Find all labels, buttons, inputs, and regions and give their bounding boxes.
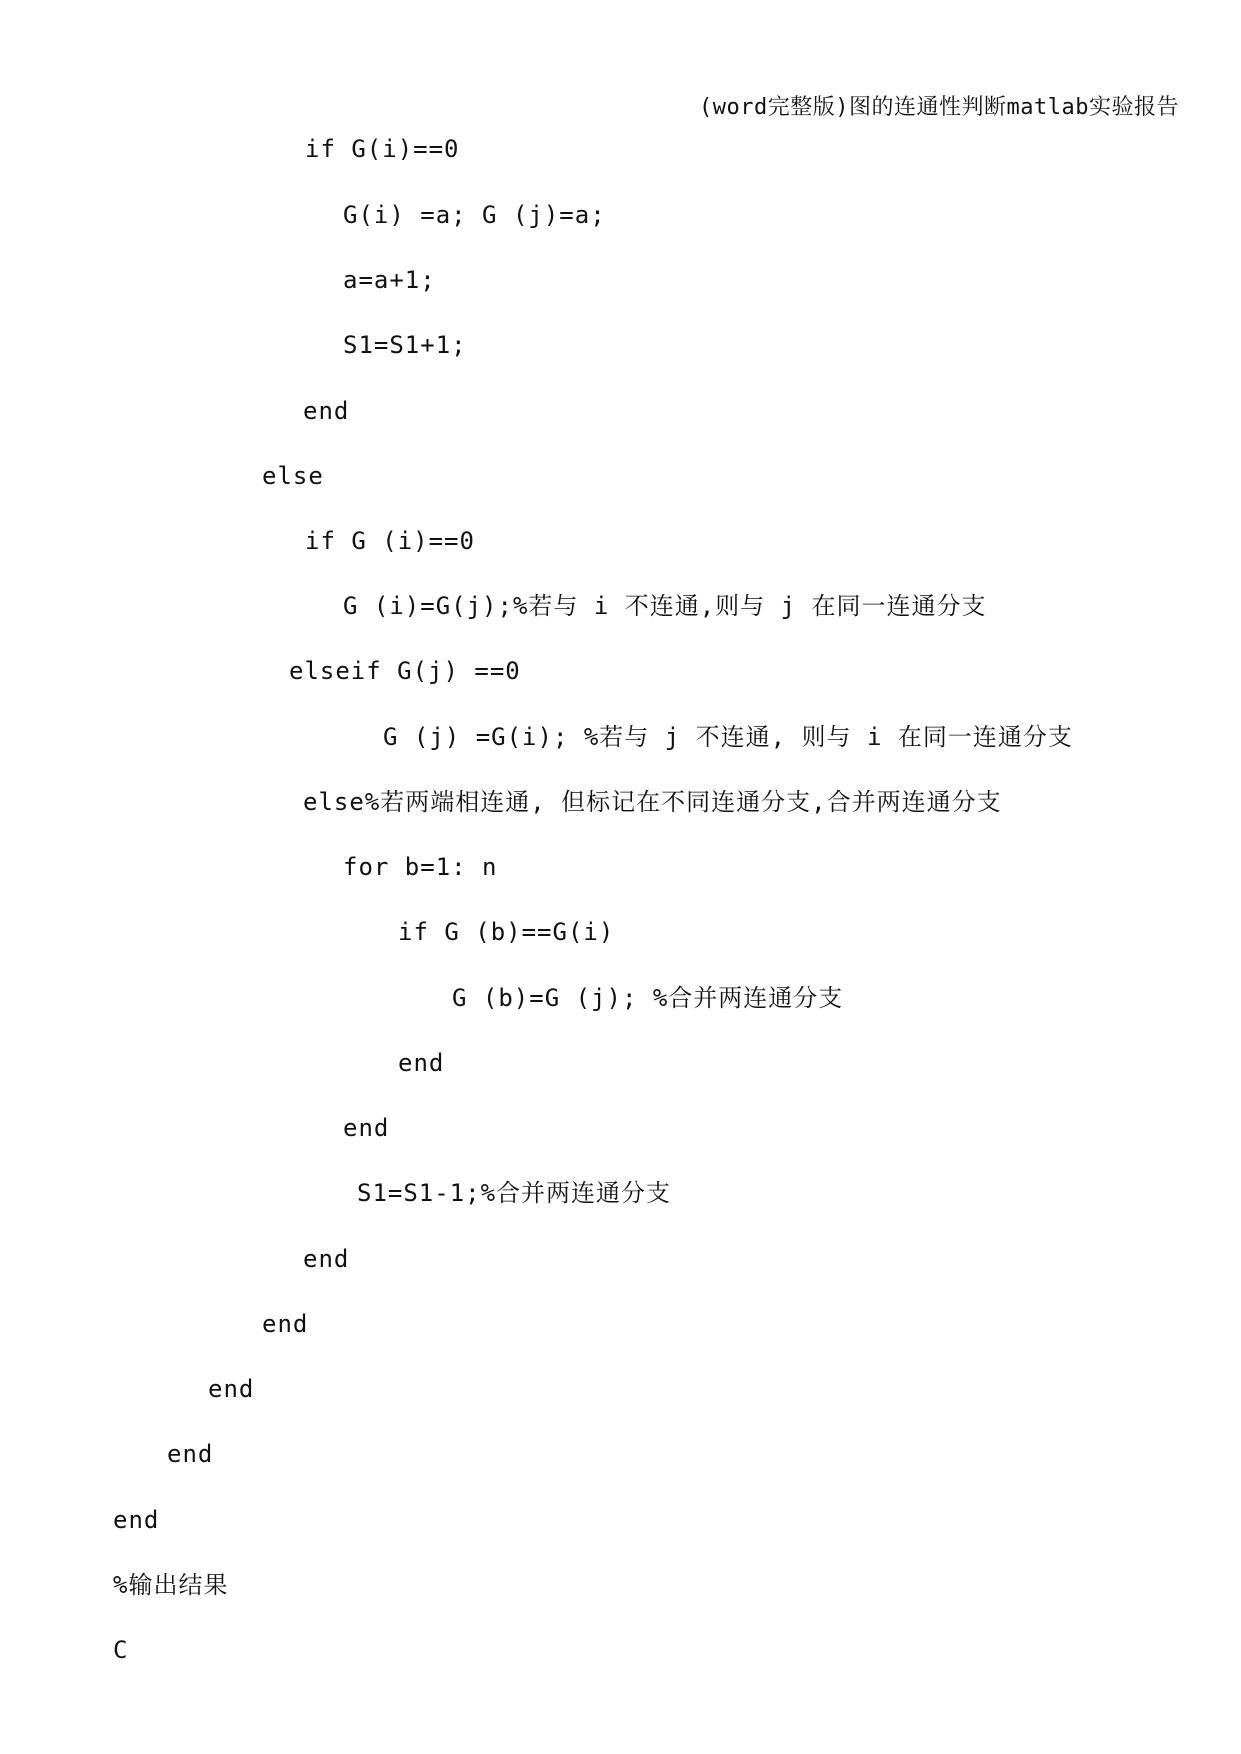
code-line: G (b)=G (j); %合并两连通分支: [452, 984, 844, 1012]
code-line: if G(i)==0: [305, 135, 460, 163]
code-line: G(i) =a; G (j)=a;: [343, 201, 606, 229]
code-line: for b=1: n: [343, 853, 498, 881]
code-line: end: [262, 1310, 309, 1338]
code-line: end: [398, 1049, 445, 1077]
code-line: end: [303, 397, 350, 425]
code-line: elseif G(j) ==0: [289, 657, 521, 685]
code-line: if G (b)==G(i): [398, 918, 615, 946]
code-line: %输出结果: [113, 1571, 229, 1599]
code-line: G (i)=G(j);%若与 i 不连通,则与 j 在同一连通分支: [343, 592, 987, 620]
code-line: end: [303, 1245, 350, 1273]
code-line: else: [262, 462, 324, 490]
page-header-title: (word完整版)图的连通性判断matlab实验报告: [699, 95, 1179, 120]
code-line: S1=S1+1;: [343, 331, 467, 359]
code-line: if G (i)==0: [305, 527, 475, 555]
code-line: end: [343, 1114, 390, 1142]
code-line: end: [208, 1375, 255, 1403]
code-line: C: [113, 1636, 129, 1664]
code-line: end: [167, 1440, 214, 1468]
code-line: S1=S1-1;%合并两连通分支: [357, 1179, 672, 1207]
code-line: else%若两端相连通, 但标记在不同连通分支,合并两连通分支: [303, 788, 1002, 816]
code-line: G (j) =G(i); %若与 j 不连通, 则与 i 在同一连通分支: [383, 723, 1073, 751]
code-line: a=a+1;: [343, 266, 436, 294]
code-line: end: [113, 1506, 160, 1534]
